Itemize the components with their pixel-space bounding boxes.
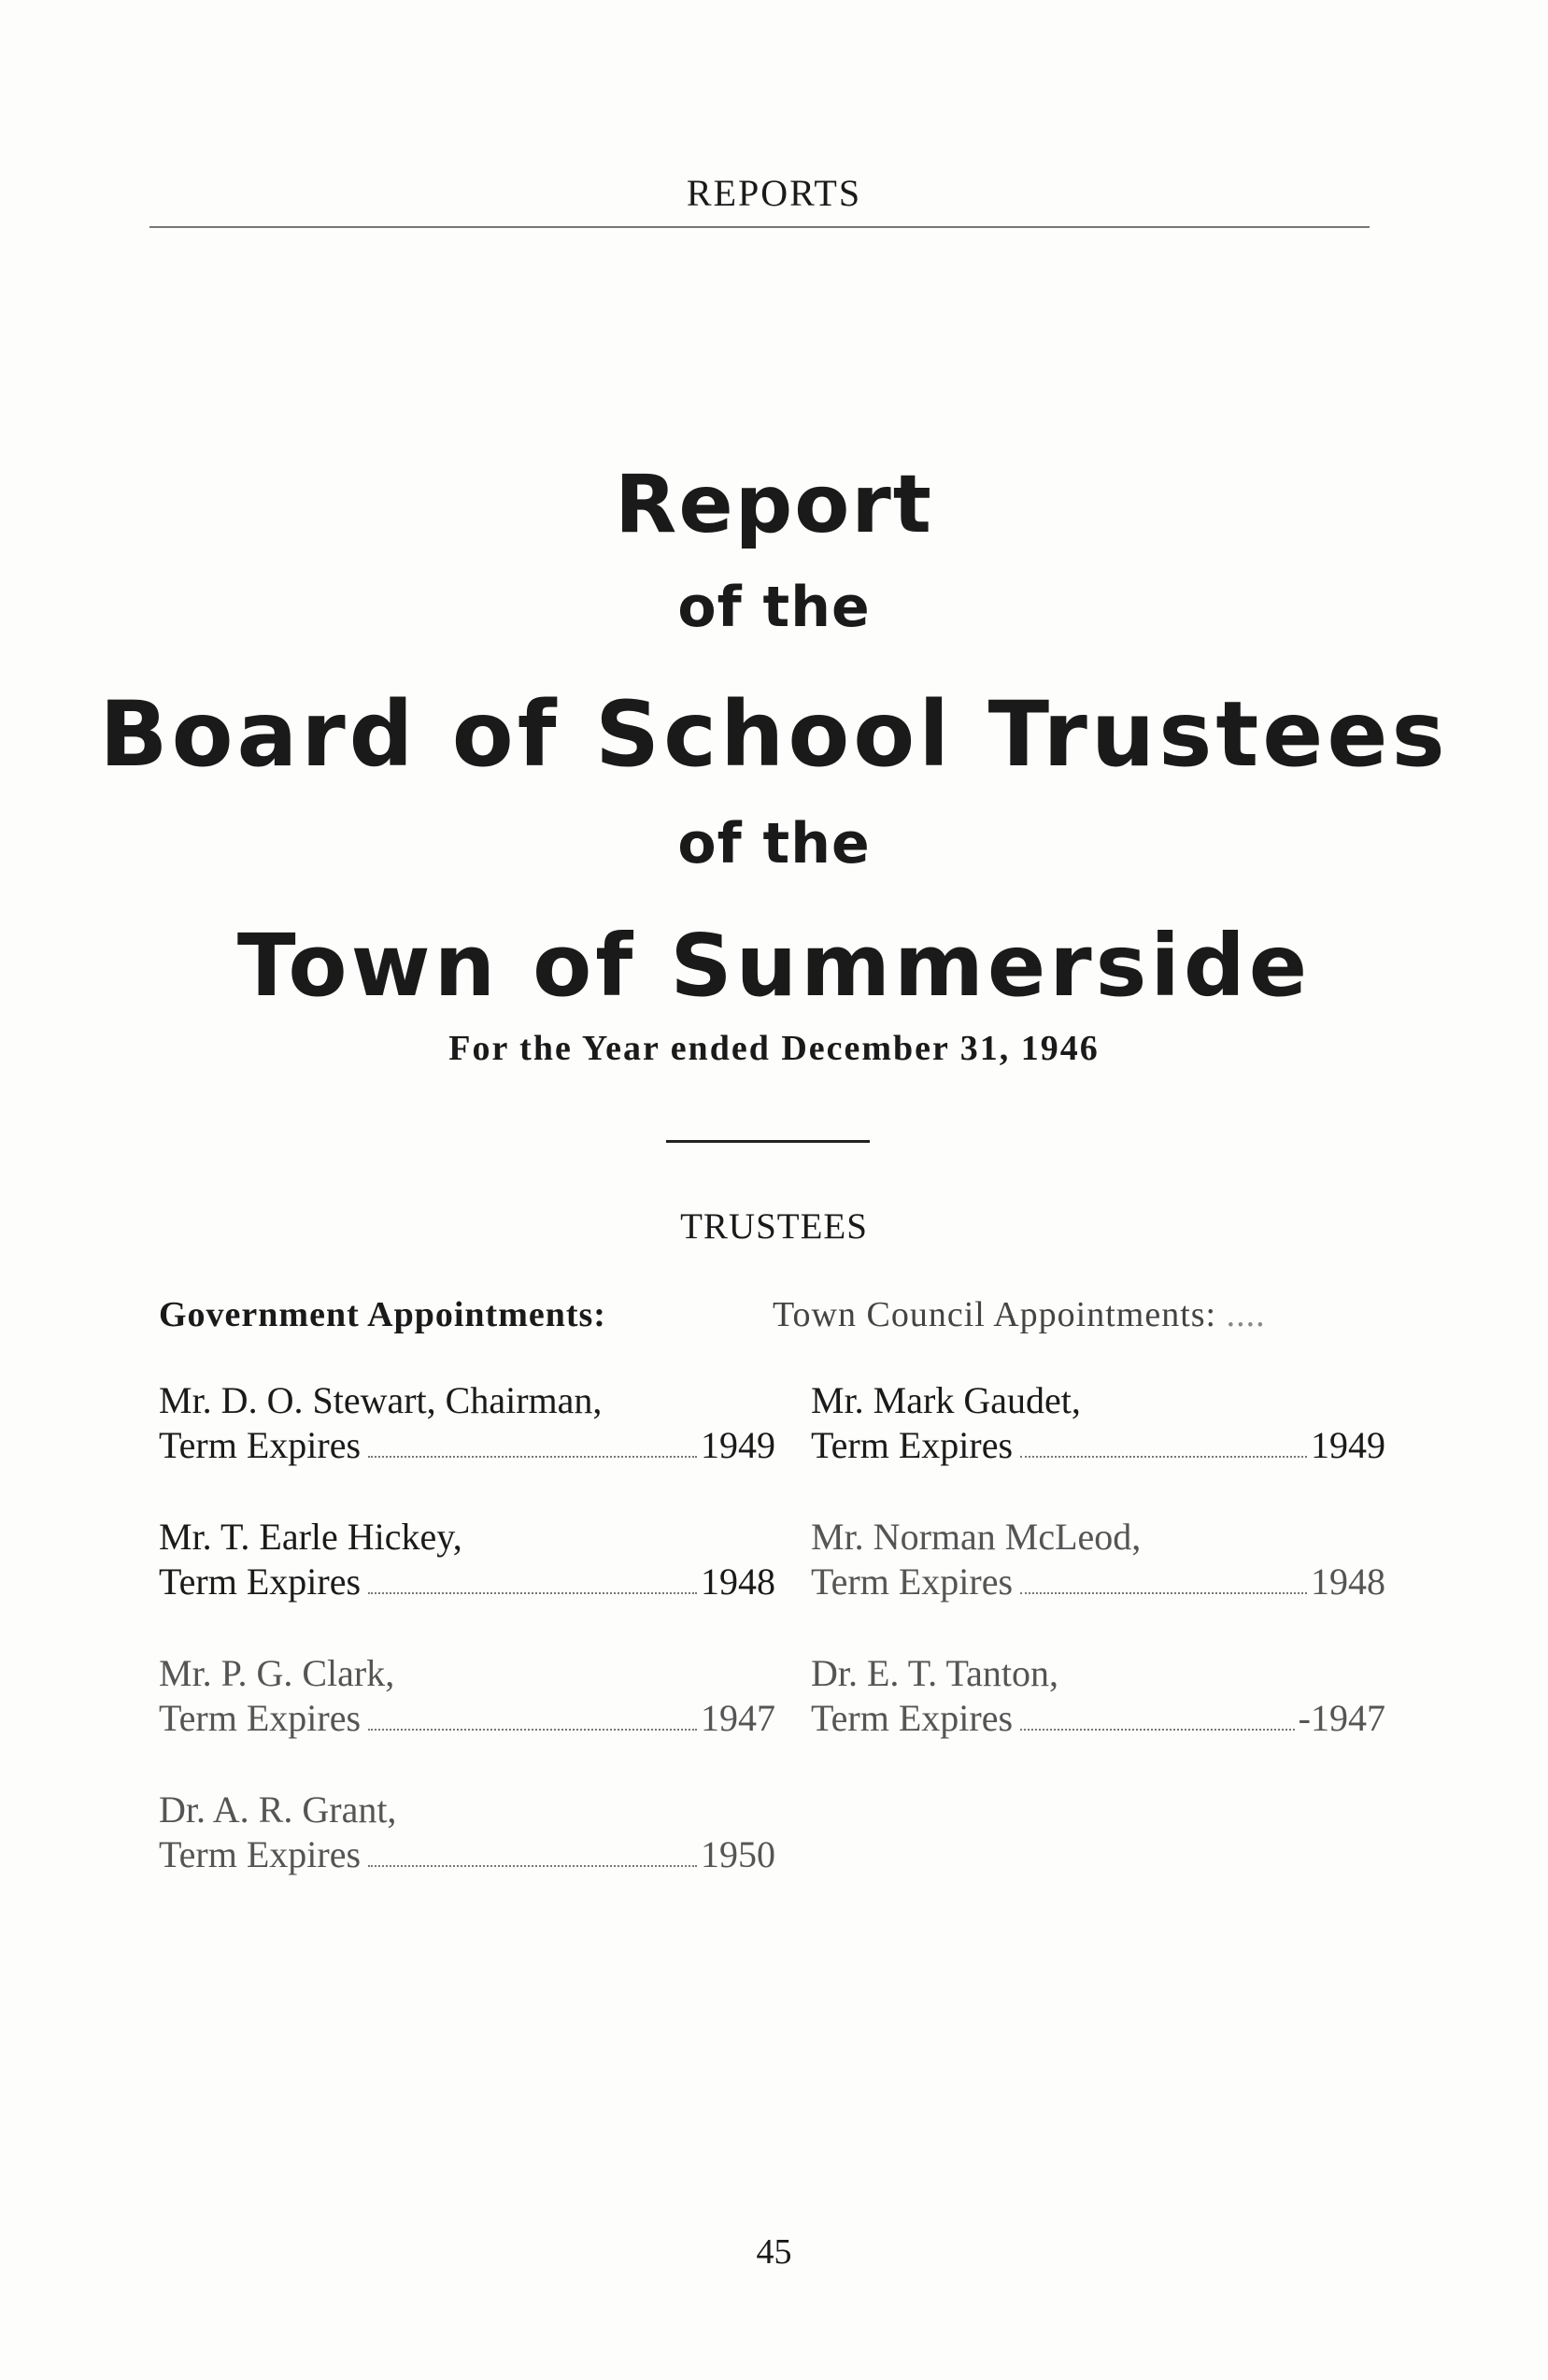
dot-leader <box>368 1865 697 1867</box>
term-label: Term Expires <box>811 1561 1014 1603</box>
trustee-name: Mr. Norman McLeod, <box>811 1516 1142 1558</box>
trustee-name: Mr. Mark Gaudet, <box>811 1379 1081 1421</box>
term-line <box>811 1696 1385 1741</box>
council-list <box>811 1378 1385 1788</box>
term-line <box>159 1696 775 1741</box>
council-heading-trail: .... <box>1226 1295 1266 1334</box>
list-item <box>811 1651 1385 1741</box>
trustee-name: Dr. A. R. Grant, <box>159 1789 397 1831</box>
term-line <box>159 1423 775 1468</box>
trustee-name: Dr. E. T. Tanton, <box>811 1652 1058 1694</box>
title-subtitle: For the Year ended December 31, 1946 <box>448 1029 1100 1068</box>
term-label: Term Expires <box>159 1561 362 1603</box>
term-year: -1947 <box>1298 1697 1385 1739</box>
list-item <box>159 1651 775 1741</box>
dot-leader <box>368 1729 697 1731</box>
term-label: Term Expires <box>811 1424 1014 1466</box>
trustee-name: Mr. P. G. Clark, <box>159 1652 395 1694</box>
title-report: Report <box>615 458 933 551</box>
title-of-the-2: of the <box>677 811 871 876</box>
running-head: REPORTS <box>686 172 862 214</box>
term-label: Term Expires <box>159 1833 362 1875</box>
dot-leader <box>1020 1592 1307 1594</box>
trustee-name: Mr. T. Earle Hickey, <box>159 1516 462 1558</box>
term-label: Term Expires <box>811 1697 1014 1739</box>
list-item <box>159 1515 775 1604</box>
term-year: 1949 <box>701 1424 775 1466</box>
term-year: 1948 <box>1311 1561 1385 1603</box>
dot-leader <box>368 1592 697 1594</box>
term-line <box>811 1560 1385 1604</box>
term-label: Term Expires <box>159 1697 362 1739</box>
term-year: 1948 <box>701 1561 775 1603</box>
term-year: 1949 <box>1311 1424 1385 1466</box>
government-heading: Government Appointments: <box>159 1295 606 1334</box>
dot-leader <box>368 1456 697 1458</box>
council-heading-text: Town Council Appointments: <box>773 1295 1217 1334</box>
list-item <box>159 1378 775 1468</box>
term-line <box>159 1832 775 1877</box>
list-item <box>811 1515 1385 1604</box>
trustee-name: Mr. D. O. Stewart, Chairman, <box>159 1379 603 1421</box>
dot-leader <box>1020 1456 1307 1458</box>
term-line <box>159 1560 775 1604</box>
dot-leader <box>1020 1729 1295 1731</box>
title-of-the-1: of the <box>677 575 871 640</box>
title-town: Town of Summerside <box>236 916 1312 1016</box>
header-rule <box>149 226 1370 228</box>
term-line <box>811 1423 1385 1468</box>
section-heading: TRUSTEES <box>680 1206 868 1247</box>
term-year: 1950 <box>701 1833 775 1875</box>
list-item <box>159 1788 775 1877</box>
page-number: 45 <box>756 2232 792 2272</box>
title-divider <box>666 1140 870 1143</box>
term-label: Term Expires <box>159 1424 362 1466</box>
term-year: 1947 <box>701 1697 775 1739</box>
title-board: Board of School Trustees <box>99 682 1449 787</box>
government-list <box>159 1378 775 1924</box>
council-heading <box>773 1294 1266 1335</box>
list-item <box>811 1378 1385 1468</box>
